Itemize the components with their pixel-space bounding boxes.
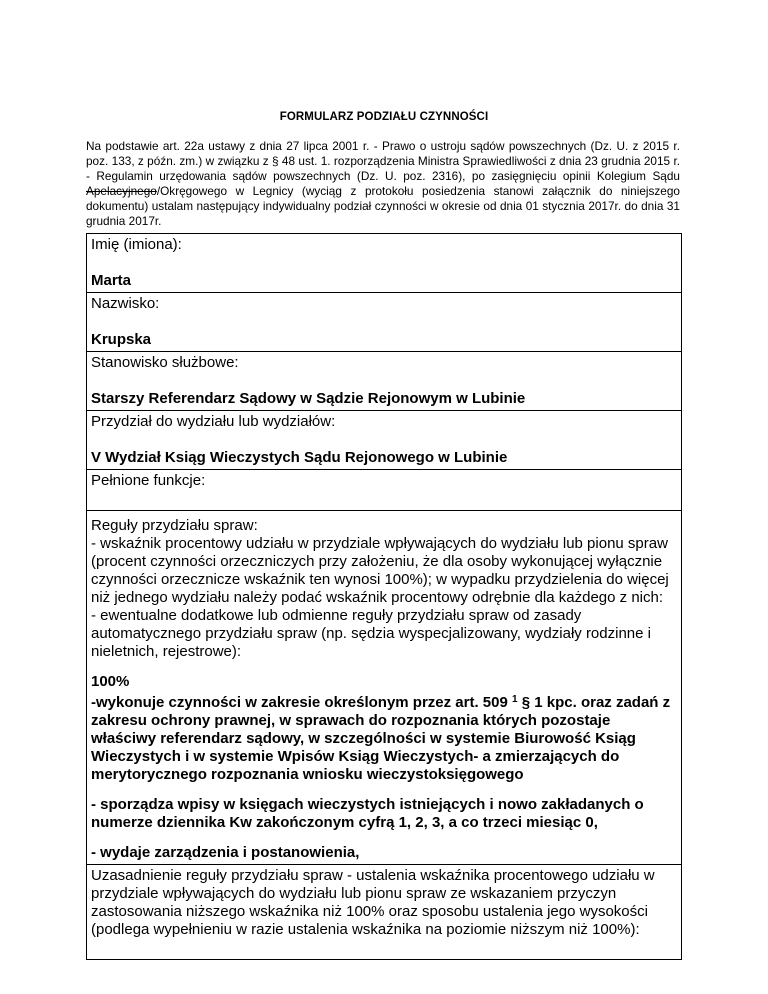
intro-struck-text: Apelacyjnego: [86, 184, 157, 198]
functions-label: Pełnione funkcje:: [91, 472, 206, 489]
last-name-value: Krupska: [91, 331, 152, 348]
row-position: [87, 352, 682, 411]
row-last-name: [87, 293, 682, 352]
document-title: FORMULARZ PODZIAŁU CZYNNOŚCI: [279, 111, 489, 123]
percent-value: 100%: [91, 673, 130, 690]
department-value: V Wydział Ksiąg Wieczystych Sądu Rejonowego w Lubinie: [91, 449, 508, 466]
department-label: Przydział do wydziału lub wydziałów:: [91, 413, 336, 430]
row-justification: [87, 865, 682, 960]
position-value: Starszy Referendarz Sądowy w Sądzie Rejonowym w Lubinie: [91, 390, 526, 407]
justification-label: Uzasadnienie reguły przydziału spraw - ustalenia wskaźnika procentowego udziału w przydziale wpływających do wydziału lub pionu spraw ze wskazaniem przyczyn zastosowania niższego wskaźnika niż 100% oraz sposobu ustalenia jego wysokości (podlega wypełnieniu w razie ustalenia wskaźnika na poziomie niższym niż 100%):: [91, 867, 655, 938]
last-name-label: Nazwisko:: [91, 295, 160, 312]
rules-description-2: - ewentualne dodatkowe lub odmienne reguły przydziału spraw od zasady automatycznego przydziału spraw (np. sędzia wyspecjalizowany, wydziały rodzinne i nieletnich, rejestrowe):: [91, 607, 651, 660]
duty-item-1: [91, 691, 677, 784]
justification-empty-value: [91, 939, 677, 957]
intro-paragraph: [86, 139, 680, 229]
row-functions: [87, 470, 682, 511]
rules-description-1: - wskaźnik procentowy udziału w przydziale wpływających do wydziału lub pionu spraw (procent czynności orzeczniczych przy założeniu, że dla osoby wykonującej wyłącznie czynności orzecznicze wskaźnik ten wynosi 100%); w wypadku przydzielenia do więcej niż jednego wydziału należy podać wskaźnik procentowy odrębnie dla każdego z nich:: [91, 535, 669, 606]
assignment-form-table: [86, 233, 682, 960]
first-name-label: Imię (imiona):: [91, 236, 182, 253]
duty-1-text-b: § 1 kpc. oraz zadań z zakresu ochrony prawnej, w sprawach do rozpoznania których pozostaje właściwy referendarz sądowy, w szczególności w systemie Biurowość Ksiąg Wieczystych i w systemie Wpisów Ksiąg Wieczystych- a zmierzających do merytorycznego rozpoznania wniosku wieczystoksięgowego: [91, 694, 671, 783]
row-first-name: [87, 234, 682, 293]
intro-text-part2: /Okręgowego w Legnicy (wyciąg z protokołu posiedzenia stanowi załącznik do niniejszego dokumentu) ustalam następujący indywidualny podział czynności w okresie od dnia 01 stycznia 2017r. do dnia 31 grudnia 2017r.: [86, 184, 680, 228]
intro-text-part1: Na podstawie art. 22a ustawy z dnia 27 lipca 2001 r. - Prawo o ustroju sądów powszechnych (Dz. U. z 2015 r. poz. 133, z późn. zm.) w związku z § 48 ust. 1. rozporządzenia Ministra Sprawiedliwości z dnia 23 grudnia 2015 r. - Regulamin urzędowania sądów powszechnych (Dz. U. poz. 2316), po zasięgnięciu opinii Kolegium Sądu: [86, 139, 680, 183]
duty-item-3: - wydaje zarządzenia i postanowienia,: [91, 844, 360, 861]
rules-label: Reguły przydziału spraw:: [91, 517, 258, 534]
functions-empty-value: [91, 490, 677, 508]
row-department: [87, 411, 682, 470]
position-label: Stanowisko służbowe:: [91, 354, 239, 371]
duty-1-superscript: 1: [512, 694, 518, 705]
duty-1-text-a: -wykonuje czynności w zakresie określonym przez art. 509: [91, 694, 513, 711]
row-rules: [87, 511, 682, 865]
duty-item-2: - sporządza wpisy w księgach wieczystych istniejących i nowo zakładanych o numerze dziennika Kw zakończonym cyfrą 1, 2, 3, a co trzeci miesiąc 0,: [91, 796, 644, 831]
first-name-value: Marta: [91, 272, 132, 289]
